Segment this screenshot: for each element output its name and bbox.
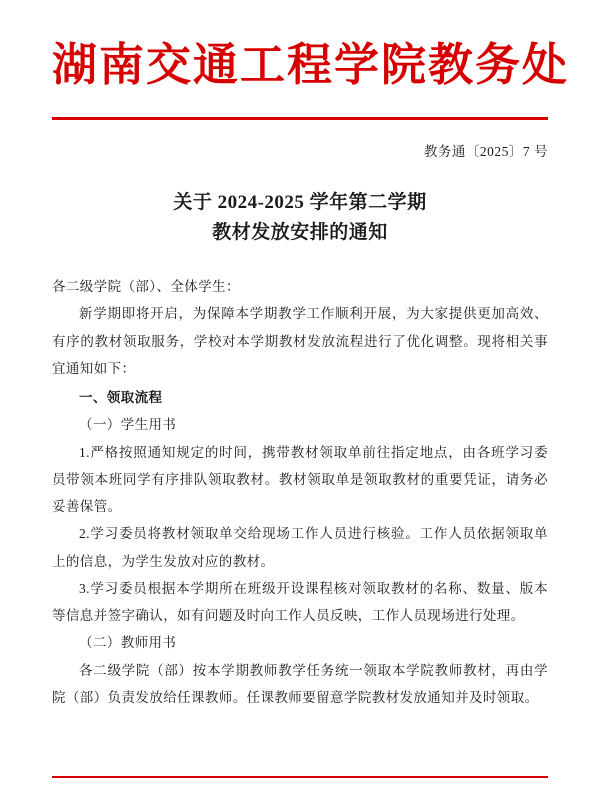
masthead [52,0,570,120]
section-heading-1: 一、领取流程 [79,390,163,406]
intro-paragraph: 新学期即将开启，为保障本学期教学工作顺利开展，为大家提供更加高效、有序的教材领取服务，学校对本学期教材发放流程进行了优化调整。现将相关事宜通知如下： [52,306,548,376]
document-title-line-1: 关于 2024-2025 学年第二学期 [173,192,427,214]
salutation: 各二级学院（部）、全体学生： [52,278,240,294]
subsection-heading-1: （一）学生用书 [79,417,177,433]
document-title [52,188,548,247]
document-title-line-2: 教材发放安排的通知 [212,221,388,243]
teacher-paragraph: 各二级学院（部）按本学期教师教学任务统一领取本学院教师教材，再由学院（部）负责发放给任课教师。任课教师要留意学院教材发放通知并及时领取。 [52,662,548,705]
masthead-divider [52,117,548,120]
masthead-title: 湖南交通工程学院教务处 [52,38,570,91]
document-number: 教务通〔2025〕7 号 [423,144,548,160]
document-body [52,273,548,711]
list-item-1: 1.严格按照通知规定的时间，携带教材领取单前往指定地点，由各班学习委员带领本班同学有序排队领取教材。教材领取单是领取教材的重要凭证，请务必妥善保管。 [52,444,548,515]
footer-divider [52,776,548,778]
list-item-3: 3.学习委员根据本学期所在班级开设课程核对领取教材的名称、数量、版本等信息并签字确认，如有问题及时向工作人员反映，工作人员现场进行处理。 [52,580,548,624]
list-item-2: 2.学习委员将教材领取单交给现场工作人员进行核验。工作人员依据领取单上的信息，为学生发放对应的教材。 [52,526,548,569]
subsection-heading-2: （二）教师用书 [79,635,177,651]
